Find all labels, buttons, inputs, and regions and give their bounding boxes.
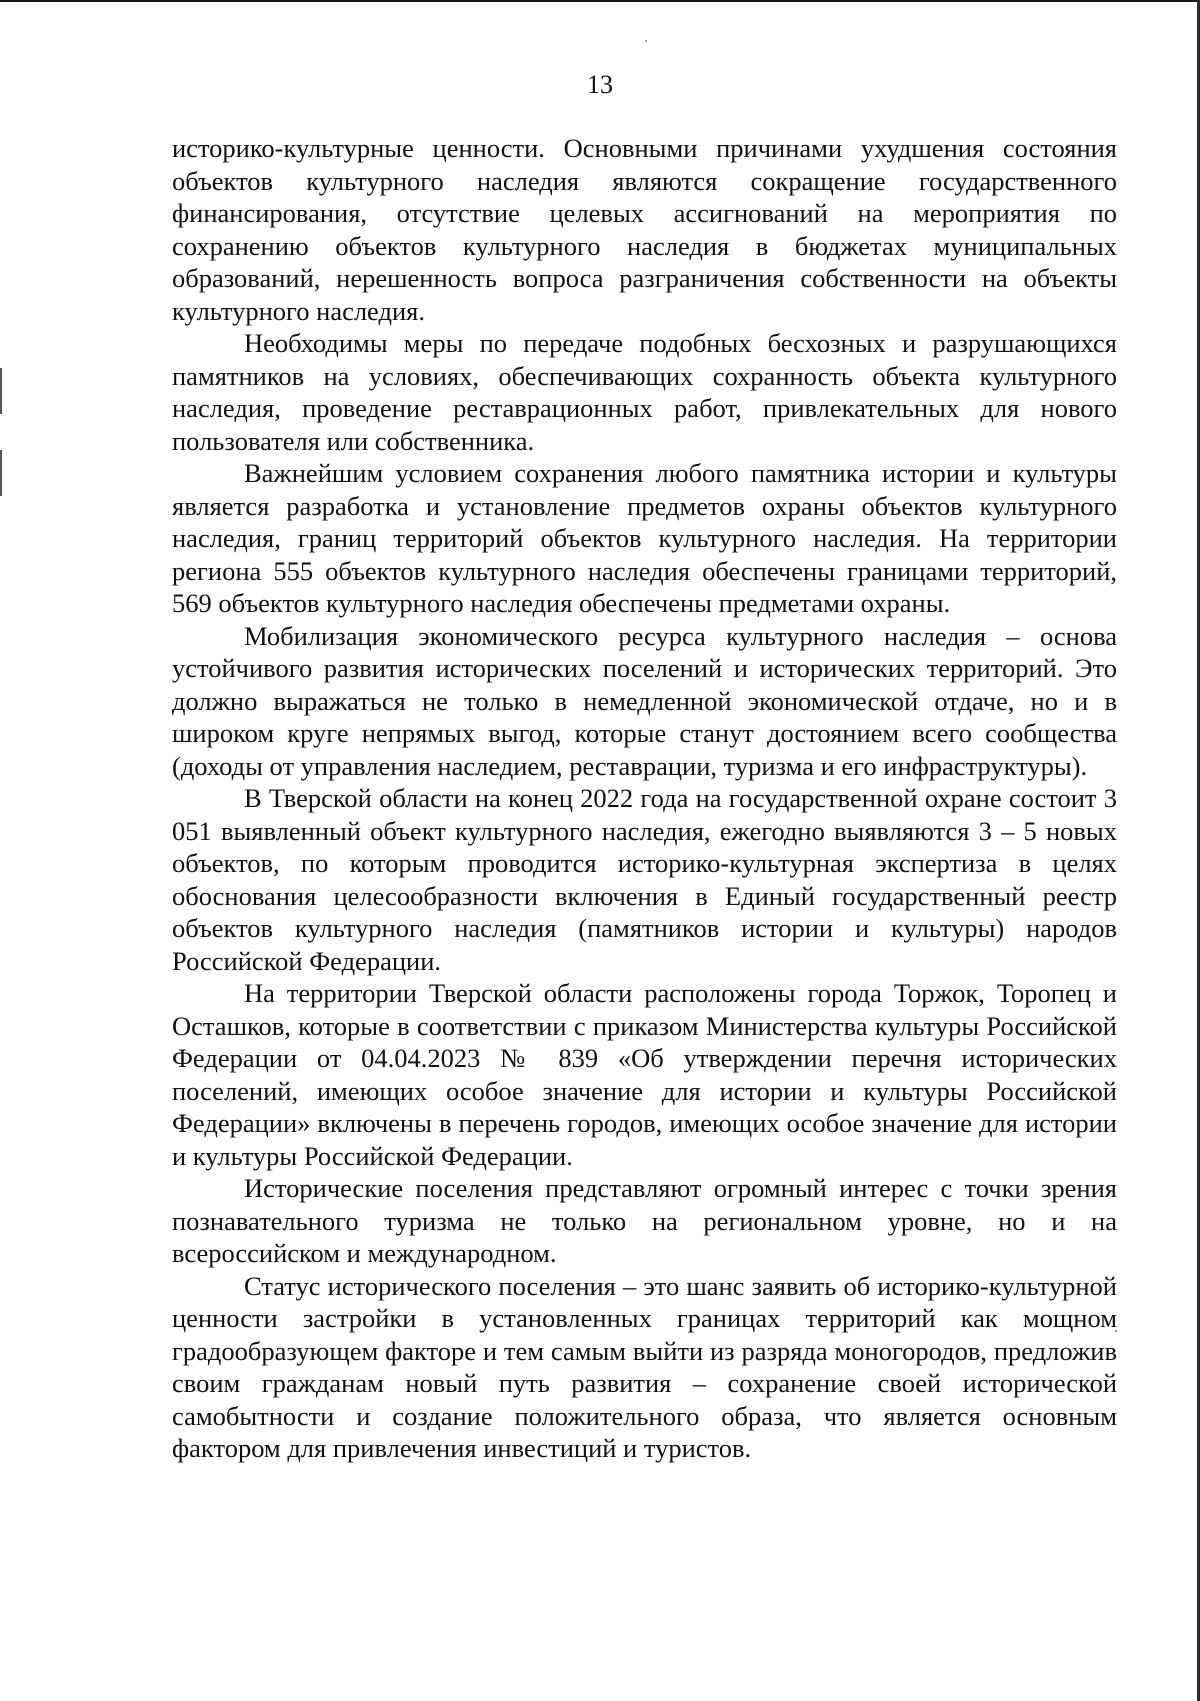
paragraph-5: В Тверской области на конец 2022 года на государственной охране состоит 3 051 выявленный объект культурного наследия, ежегодно выявляются 3 – 5 новых объектов, по которым проводится историко-культурная экспертиза в целях обоснования целесообразности включения в Единый государственный реестр объектов культурного наследия (памятников истории и культуры) народов Российской Федерации. xyxy=(172,783,1117,976)
scan-top-border xyxy=(0,0,1200,2)
paragraph-8: Статус исторического поселения – это шанс заявить об историко-культурной ценности застройки в установленных границах территорий как мощном градообразующем факторе и тем самым выйти из разряда моногородов, предложив своим гражданам новый путь развития – сохранение своей исторической самобытности и создание положительного образа, что является основным фактором для привлечения инвестиций и туристов. xyxy=(172,1270,1117,1463)
scan-speck xyxy=(645,40,647,42)
paragraph-2: Необходимы меры по передаче подобных бесхозных и разрушающихся памятников на условиях, обеспечивающих сохранность объекта культурного наследия, проведение реставрационных работ, привлекательных для нового пользователя или собственника. xyxy=(172,328,1117,456)
scan-margin-mark xyxy=(0,450,2,496)
paragraph-7: Исторические поселения представляют огромный интерес с точки зрения познавательного туризма не только на региональном уровне, но и на всероссийском и международном. xyxy=(172,1173,1117,1268)
document-body xyxy=(172,132,1117,1465)
paragraph-1: историко-культурные ценности. Основными причинами ухудшения состояния объектов культурного наследия являются сокращение государственного финансирования, отсутствие целевых ассигнований на мероприятия по сохранению объектов культурного наследия в бюджетах муниципальных образований, нерешенность вопроса разграничения собственности на объекты культурного наследия. xyxy=(172,133,1117,326)
paragraph-6: На территории Тверской области расположены города Торжок, Торопец и Осташков, которые в соответствии с приказом Министерства культуры Российской Федерации от 04.04.2023 № 839 «Об утверждении перечня исторических поселений, имеющих особое значение для истории и культуры Российской Федерации» включены в перечень городов, имеющих особое значение для истории и культуры Российской Федерации. xyxy=(172,978,1117,1171)
page-number: 13 xyxy=(587,70,613,99)
paragraph-3: Важнейшим условием сохранения любого памятника истории и культуры является разработка и установление предметов охраны объектов культурного наследия, границ территорий объектов культурного наследия. На территории региона 555 объектов культурного наследия обеспечены границами территорий, 569 объектов культурного наследия обеспечены предметами охраны. xyxy=(172,458,1117,618)
paragraph-4: Мобилизация экономического ресурса культурного наследия – основа устойчивого развития исторических поселений и исторических территорий. Это должно выражаться не только в немедленной экономической отдаче, но и в широком круге непрямых выгод, которые станут достоянием всего сообщества (доходы от управления наследием, реставрации, туризма и его инфраструктуры). xyxy=(172,620,1117,781)
scan-margin-mark xyxy=(0,368,2,414)
